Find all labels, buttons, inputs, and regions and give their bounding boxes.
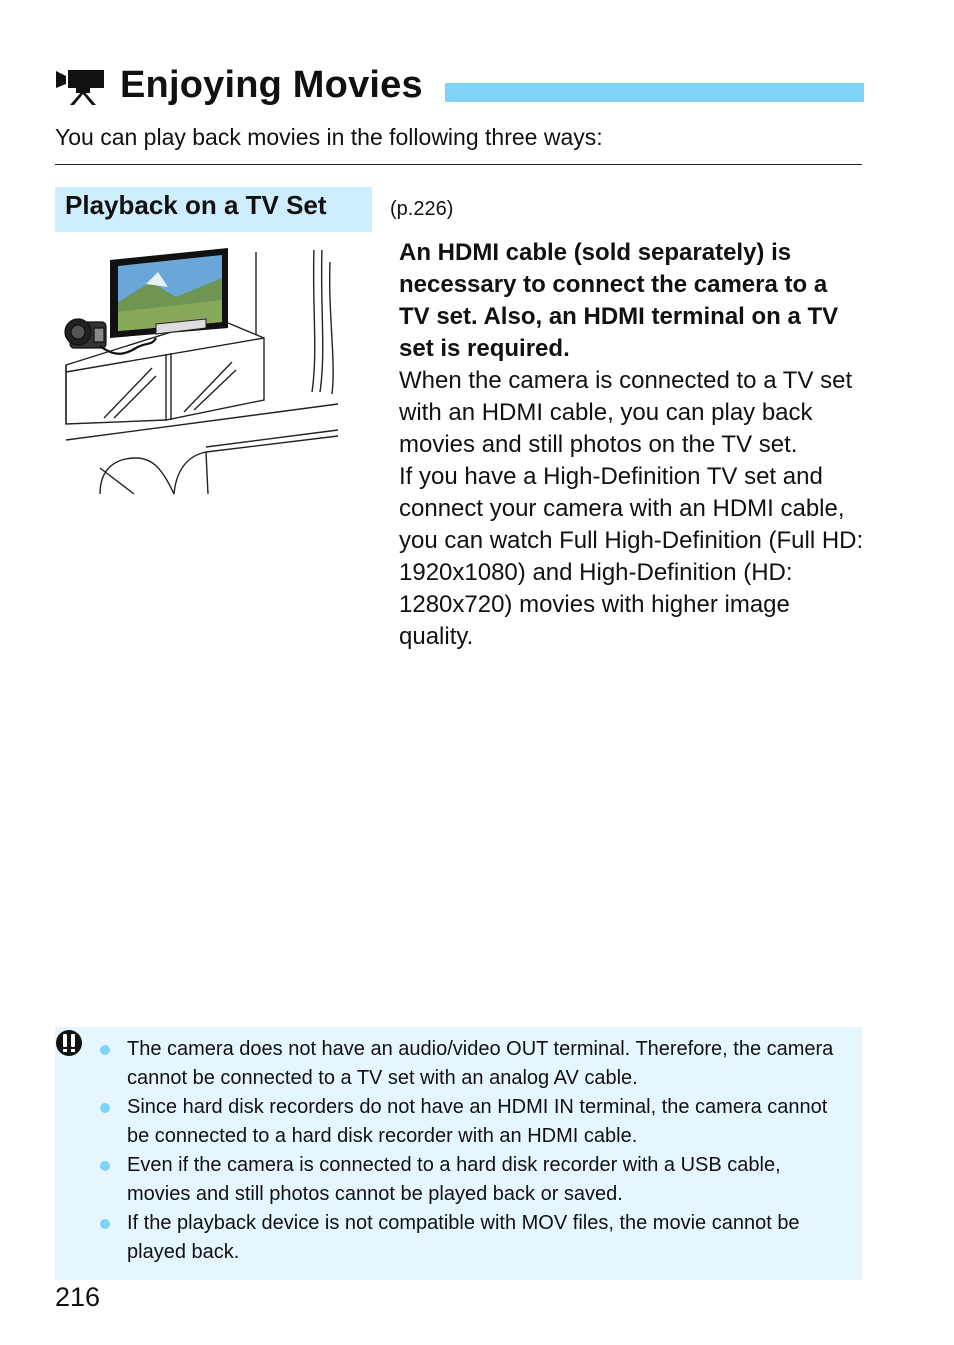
hdmi-requirement-text: An HDMI cable (sold separately) is necessary to connect the camera to a TV set. Also, an HDMI terminal on a TV set is required. [399,239,839,362]
caution-item: Since hard disk recorders do not have an HDMI IN terminal, the camera cannot be connected to a hard disk recorder with an HDMI cable. [99,1093,849,1151]
page-reference: (p.226) [390,198,454,220]
intro-text: You can play back movies in the following three ways: [55,124,603,150]
divider [55,164,862,165]
title-accent-bar [445,83,864,102]
page-header [56,62,864,114]
tv-set-with-camera-illustration [56,242,342,498]
bullet-icon [100,1219,110,1229]
bullet-icon [100,1045,110,1055]
high-definition-text: If you have a High-Definition TV set and connect your camera with an HDMI cable, you can watch Full High-Definition (Full HD: 1920x1080) and High-Definition (HD: 1280x720) movies with higher image quality. [399,463,864,650]
caution-icon [55,1029,83,1057]
caution-item: The camera does not have an audio/video OUT terminal. Therefore, the camera cannot be connected to a TV set with an analog AV cable. [99,1035,849,1093]
caution-box [55,1027,862,1280]
bullet-icon [100,1161,110,1171]
section-body [399,237,864,653]
page-number: 216 [55,1282,101,1312]
section-heading: Playback on a TV Set [55,187,372,232]
page-title: Enjoying Movies [120,64,423,106]
bullet-icon [100,1103,110,1113]
hdmi-playback-text: When the camera is connected to a TV set with an HDMI cable, you can play back movies and still photos on the TV set. [399,367,853,458]
caution-item: Even if the camera is connected to a hard disk recorder with a USB cable, movies and still photos cannot be played back or saved. [99,1151,849,1209]
movie-camera-icon [56,68,106,106]
caution-item: If the playback device is not compatible with MOV files, the movie cannot be played back. [99,1209,849,1267]
caution-list [99,1035,849,1267]
